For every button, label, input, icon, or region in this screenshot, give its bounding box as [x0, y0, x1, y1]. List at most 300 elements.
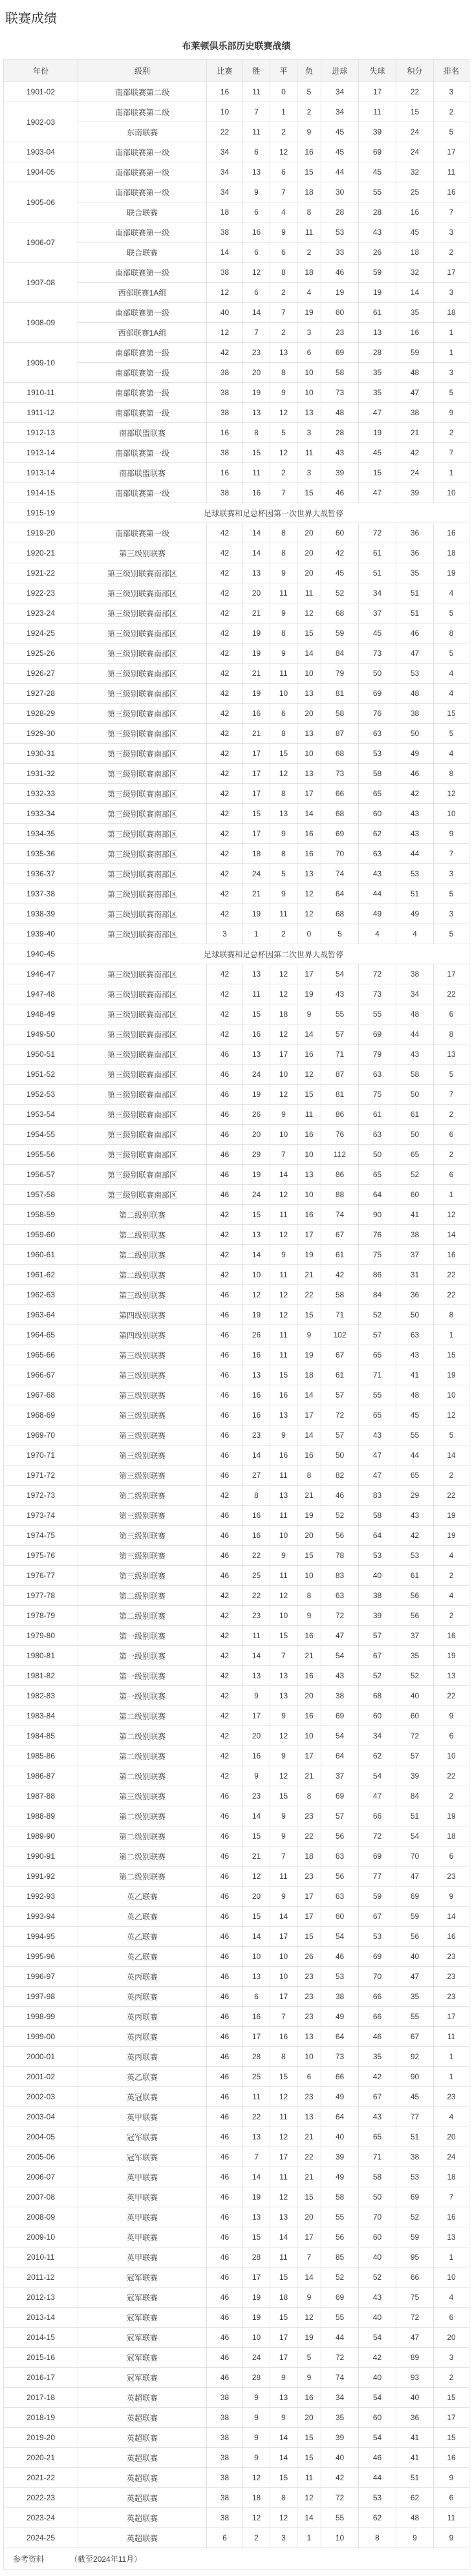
stat-cell-position: 1: [434, 323, 469, 343]
table-row: [4, 2147, 469, 2167]
stat-cell-goals-for: 19: [321, 283, 359, 303]
stat-cell-drawn: 12: [270, 1766, 297, 1786]
stat-cell-played: 16: [207, 82, 243, 102]
stat-cell-points: 56: [396, 1927, 434, 1947]
stat-cell-points: 61: [396, 1105, 434, 1125]
year-cell: 1955-56: [4, 1145, 78, 1165]
stat-cell-goals-against: 61: [359, 1105, 396, 1125]
stat-cell-points: 63: [396, 1325, 434, 1345]
stat-cell-lost: 9: [297, 1606, 321, 1626]
stat-cell-points: 24: [396, 142, 434, 162]
year-cell: 1997-98: [4, 1987, 78, 2007]
stat-cell-points: 42: [396, 1526, 434, 1546]
stat-cell-drawn: 12: [270, 1305, 297, 1325]
stat-cell-played: 42: [207, 1666, 243, 1686]
stat-cell-won: 19: [243, 2187, 270, 2207]
year-cell: 2015-16: [4, 2348, 78, 2368]
stat-cell-goals-against: 57: [359, 1626, 396, 1646]
stat-cell-won: 13: [243, 964, 270, 984]
stat-cell-drawn: 15: [270, 2308, 297, 2328]
stat-cell-won: 6: [243, 202, 270, 222]
stat-cell-position: 9: [434, 1706, 469, 1726]
stat-cell-position: 16: [434, 1927, 469, 1947]
stat-cell-goals-against: 55: [359, 1004, 396, 1024]
stat-cell-won: 20: [243, 363, 270, 383]
league-cell: 英丙联赛: [78, 2047, 207, 2067]
stat-cell-goals-for: 112: [321, 1145, 359, 1165]
stat-cell-drawn: 9: [270, 383, 297, 403]
stat-cell-position: 19: [434, 1506, 469, 1526]
stat-cell-goals-for: 53: [321, 1967, 359, 1987]
stat-cell-drawn: 11: [270, 1325, 297, 1345]
stat-cell-drawn: 14: [270, 2448, 297, 2468]
stat-cell-position: 14: [434, 1907, 469, 1927]
stat-cell-drawn: 8: [270, 623, 297, 644]
stat-cell-drawn: 12: [270, 2508, 297, 2528]
stat-cell-played: 46: [207, 2288, 243, 2308]
stat-cell-drawn: 13: [270, 2207, 297, 2227]
stat-cell-won: 21: [243, 884, 270, 904]
stat-cell-points: 44: [396, 1445, 434, 1466]
table-header-row: [4, 60, 469, 82]
stat-cell-won: 19: [243, 904, 270, 924]
stat-cell-position: 5: [434, 122, 469, 142]
season-note-cell: 足球联赛和足总杯因第一次世界大战暂停: [78, 503, 469, 523]
stat-cell-points: 62: [396, 2488, 434, 2508]
stat-cell-goals-for: 42: [321, 2468, 359, 2488]
stat-cell-played: 38: [207, 263, 243, 283]
stat-cell-goals-against: 40: [359, 2247, 396, 2268]
league-cell: 南部联赛第一级: [78, 182, 207, 202]
stat-cell-drawn: 8: [270, 844, 297, 864]
league-cell: 第二级别联赛: [78, 1746, 207, 1766]
stat-cell-drawn: 7: [270, 1846, 297, 1867]
stat-cell-drawn: 12: [270, 142, 297, 162]
stat-cell-lost: 21: [297, 2167, 321, 2187]
league-cell: 英甲联赛: [78, 2167, 207, 2187]
stat-cell-goals-for: 55: [321, 2508, 359, 2528]
league-cell: 第三级别联赛: [78, 1566, 207, 1586]
stat-cell-drawn: 11: [270, 2167, 297, 2187]
stat-cell-drawn: 10: [270, 1606, 297, 1626]
table-row: [4, 2167, 469, 2187]
league-cell: 第三级别联赛南部区: [78, 784, 207, 804]
stat-cell-goals-against: 47: [359, 403, 396, 423]
stat-cell-won: 16: [243, 1345, 270, 1365]
stat-cell-drawn: 10: [270, 1967, 297, 1987]
stat-cell-goals-for: 69: [321, 2288, 359, 2308]
stat-cell-drawn: 8: [270, 523, 297, 543]
stat-cell-won: 19: [243, 684, 270, 704]
stat-cell-won: 16: [243, 1746, 270, 1766]
stat-cell-goals-for: 68: [321, 804, 359, 824]
year-cell: 1922-23: [4, 583, 78, 603]
stat-cell-goals-against: 63: [359, 844, 396, 864]
stat-cell-position: 16: [434, 182, 469, 202]
stat-cell-position: 3: [434, 2348, 469, 2368]
stat-cell-goals-for: 68: [321, 603, 359, 623]
stat-cell-position: 4: [434, 2288, 469, 2308]
stat-cell-lost: 6: [297, 343, 321, 363]
table-row: [4, 1004, 469, 1024]
stat-cell-goals-for: 61: [321, 1365, 359, 1385]
stat-cell-won: 10: [243, 2328, 270, 2348]
stat-cell-position: 10: [434, 804, 469, 824]
stat-cell-drawn: 9: [270, 884, 297, 904]
stat-cell-position: 3: [434, 363, 469, 383]
stat-cell-won: 17: [243, 764, 270, 784]
stat-cell-lost: 3: [297, 423, 321, 443]
stat-cell-points: 35: [396, 303, 434, 323]
stat-cell-won: 22: [243, 1586, 270, 1606]
stat-cell-goals-for: 59: [321, 623, 359, 644]
year-cell: 1928-29: [4, 704, 78, 724]
league-cell: 第三级别联赛南部区: [78, 744, 207, 764]
stat-cell-played: 46: [207, 1506, 243, 1526]
year-cell: 2014-15: [4, 2328, 78, 2348]
table-row: [4, 1526, 469, 1546]
stat-cell-won: 11: [243, 82, 270, 102]
year-cell: 1968-69: [4, 1405, 78, 1425]
year-cell: 1930-31: [4, 744, 78, 764]
stat-cell-points: 40: [396, 2388, 434, 2408]
stat-cell-goals-against: 54: [359, 2428, 396, 2448]
stat-cell-won: 19: [243, 2288, 270, 2308]
stat-cell-position: 23: [434, 1947, 469, 1967]
league-cell: 南部联赛第一级: [78, 263, 207, 283]
stat-cell-drawn: 11: [270, 1205, 297, 1225]
stat-cell-goals-against: 69: [359, 1846, 396, 1867]
stat-cell-drawn: 9: [270, 1425, 297, 1445]
stat-cell-won: 13: [243, 162, 270, 182]
stat-cell-goals-for: 85: [321, 2247, 359, 2268]
league-cell: 第二级别联赛: [78, 1245, 207, 1265]
year-cell: 1969-70: [4, 1425, 78, 1445]
stat-cell-won: 17: [243, 2268, 270, 2288]
stat-cell-drawn: 12: [270, 764, 297, 784]
year-cell: 1982-83: [4, 1686, 78, 1706]
year-cell: 1946-47: [4, 964, 78, 984]
league-cell: 南部联盟联赛: [78, 423, 207, 443]
year-cell: 1936-37: [4, 864, 78, 884]
league-cell: 英丙联赛: [78, 2007, 207, 2027]
stat-cell-lost: 18: [297, 1365, 321, 1385]
year-cell: 1978-79: [4, 1606, 78, 1626]
stat-cell-drawn: 15: [270, 2067, 297, 2087]
stat-cell-points: 60: [396, 1185, 434, 1205]
stat-cell-position: 13: [434, 2227, 469, 2247]
year-cell: 1932-33: [4, 784, 78, 804]
stat-cell-goals-for: 78: [321, 1546, 359, 1566]
year-cell: 1926-27: [4, 664, 78, 684]
stat-cell-goals-for: 30: [321, 182, 359, 202]
stat-cell-points: 55: [396, 2007, 434, 2027]
stat-cell-position: 2: [434, 243, 469, 263]
stat-cell-played: 42: [207, 623, 243, 644]
stat-cell-goals-for: 74: [321, 1205, 359, 1225]
column-header: 失球: [359, 60, 396, 82]
stat-cell-played: 3: [207, 924, 243, 944]
stat-cell-goals-against: 65: [359, 2127, 396, 2147]
stat-cell-points: 56: [396, 1586, 434, 1606]
stat-cell-points: 48: [396, 1004, 434, 1024]
stat-cell-goals-against: 59: [359, 1887, 396, 1907]
stat-cell-lost: 20: [297, 543, 321, 563]
stat-cell-goals-for: 63: [321, 1586, 359, 1606]
table-row: [4, 583, 469, 603]
stat-cell-played: 42: [207, 804, 243, 824]
table-row: [4, 1806, 469, 1826]
year-cell: 1993-94: [4, 1907, 78, 1927]
league-cell: 第三级别联赛: [78, 1365, 207, 1385]
stat-cell-position: 23: [434, 1867, 469, 1887]
stat-cell-played: 46: [207, 2047, 243, 2067]
stat-cell-position: 7: [434, 443, 469, 463]
year-cell: 1939-40: [4, 924, 78, 944]
table-row: [4, 904, 469, 924]
stat-cell-played: 38: [207, 2408, 243, 2428]
stat-cell-goals-for: 43: [321, 984, 359, 1004]
table-row: [4, 1425, 469, 1445]
stat-cell-position: 20: [434, 2328, 469, 2348]
stat-cell-goals-for: 64: [321, 1746, 359, 1766]
stat-cell-lost: 20: [297, 1526, 321, 1546]
stat-cell-goals-against: 43: [359, 2107, 396, 2127]
stat-cell-drawn: 14: [270, 1165, 297, 1185]
stat-cell-goals-for: 50: [321, 1445, 359, 1466]
year-cell: 2022-23: [4, 2488, 78, 2508]
stat-cell-goals-for: 34: [321, 82, 359, 102]
stat-cell-position: 12: [434, 784, 469, 804]
table-row: [4, 1666, 469, 1686]
stat-cell-position: 19: [434, 1365, 469, 1385]
stat-cell-position: 5: [434, 884, 469, 904]
table-row: [4, 2107, 469, 2127]
stat-cell-goals-against: 65: [359, 1165, 396, 1185]
stat-cell-goals-against: 66: [359, 2007, 396, 2027]
stat-cell-played: 42: [207, 884, 243, 904]
stat-cell-lost: 8: [297, 1586, 321, 1606]
stat-cell-drawn: 7: [270, 303, 297, 323]
stat-cell-won: 13: [243, 563, 270, 583]
stat-cell-drawn: 18: [270, 1004, 297, 1024]
league-cell: 南部联赛第一级: [78, 303, 207, 323]
stat-cell-played: 46: [207, 1365, 243, 1385]
stat-cell-lost: 10: [297, 363, 321, 383]
stat-cell-goals-against: 4: [359, 924, 396, 944]
stat-cell-position: 22: [434, 984, 469, 1004]
table-row: [4, 1726, 469, 1746]
stat-cell-played: 46: [207, 1165, 243, 1185]
stat-cell-points: 24: [396, 463, 434, 483]
stat-cell-lost: 13: [297, 764, 321, 784]
stat-cell-drawn: 11: [270, 1345, 297, 1365]
stat-cell-played: 38: [207, 2428, 243, 2448]
stat-cell-played: 46: [207, 1305, 243, 1325]
stat-cell-drawn: 9: [270, 1105, 297, 1125]
stat-cell-goals-against: 35: [359, 2047, 396, 2067]
year-cell: 1977-78: [4, 1586, 78, 1606]
stat-cell-won: 19: [243, 623, 270, 644]
year-cell: 1903-04: [4, 142, 78, 162]
league-cell: 第三级别联赛: [78, 1526, 207, 1546]
league-cell: 南部联赛第一级: [78, 343, 207, 363]
stat-cell-points: 53: [396, 664, 434, 684]
year-cell: 1952-53: [4, 1085, 78, 1105]
stat-cell-won: 6: [243, 1987, 270, 2007]
stat-cell-won: 15: [243, 1907, 270, 1927]
stat-cell-played: 42: [207, 603, 243, 623]
stat-cell-won: 24: [243, 1185, 270, 1205]
stat-cell-points: 60: [396, 1706, 434, 1726]
stat-cell-lost: 9: [297, 2288, 321, 2308]
stat-cell-position: 23: [434, 1987, 469, 2007]
league-cell: 南部联赛第一级: [78, 383, 207, 403]
stat-cell-position: 7: [434, 2187, 469, 2207]
stat-cell-won: 15: [243, 804, 270, 824]
year-cell: 1984-85: [4, 1726, 78, 1746]
stat-cell-goals-against: 46: [359, 2448, 396, 2468]
stat-cell-played: 46: [207, 2187, 243, 2207]
stat-cell-drawn: 12: [270, 1185, 297, 1205]
table-row: [4, 1365, 469, 1385]
stat-cell-played: 46: [207, 1285, 243, 1305]
stat-cell-position: 12: [434, 1205, 469, 1225]
stat-cell-goals-against: 62: [359, 2508, 396, 2528]
stat-cell-goals-against: 65: [359, 1405, 396, 1425]
stat-cell-goals-for: 56: [321, 2227, 359, 2247]
table-row: [4, 1486, 469, 1506]
stat-cell-drawn: 2: [270, 122, 297, 142]
table-row: [4, 403, 469, 423]
stat-cell-drawn: 9: [270, 222, 297, 243]
stat-cell-goals-for: 49: [321, 2007, 359, 2027]
stat-cell-goals-for: 42: [321, 1265, 359, 1285]
stat-cell-goals-for: 46: [321, 1486, 359, 1506]
stat-cell-goals-for: 74: [321, 2368, 359, 2388]
stat-cell-goals-for: 52: [321, 1506, 359, 1526]
stat-cell-position: 2: [434, 1606, 469, 1626]
stat-cell-lost: 16: [297, 1205, 321, 1225]
stat-cell-lost: 8: [297, 1466, 321, 1486]
stat-cell-drawn: 11: [270, 904, 297, 924]
stat-cell-lost: 9: [297, 122, 321, 142]
year-cell: 1924-25: [4, 623, 78, 644]
stat-cell-played: 46: [207, 1867, 243, 1887]
league-cell: 南部联赛第一级: [78, 523, 207, 543]
stat-cell-drawn: 11: [270, 1265, 297, 1285]
stat-cell-points: 48: [396, 2508, 434, 2528]
table-row: [4, 1325, 469, 1345]
league-cell: 第四级别联赛: [78, 1305, 207, 1325]
stat-cell-points: 57: [396, 1746, 434, 1766]
year-cell: 1938-39: [4, 904, 78, 924]
stat-cell-drawn: 5: [270, 864, 297, 884]
stat-cell-goals-for: 84: [321, 644, 359, 664]
stat-cell-points: 48: [396, 684, 434, 704]
stat-cell-goals-for: 67: [321, 1225, 359, 1245]
stat-cell-played: 16: [207, 463, 243, 483]
stat-cell-position: 6: [434, 1846, 469, 1867]
year-cell: 2011-12: [4, 2268, 78, 2288]
table-row: [4, 1867, 469, 1887]
stat-cell-goals-against: 53: [359, 2488, 396, 2508]
references-cell: [4, 2548, 469, 2570]
stat-cell-won: 13: [243, 2207, 270, 2227]
stat-cell-goals-against: 86: [359, 1265, 396, 1285]
year-cell: 1963-64: [4, 1305, 78, 1325]
stat-cell-goals-for: 28: [321, 423, 359, 443]
league-cell: 第一级别联赛: [78, 1686, 207, 1706]
stat-cell-played: 46: [207, 2227, 243, 2247]
stat-cell-goals-against: 61: [359, 303, 396, 323]
stat-cell-position: 11: [434, 2027, 469, 2047]
stat-cell-goals-for: 67: [321, 1345, 359, 1365]
stat-cell-lost: 23: [297, 1987, 321, 2007]
stat-cell-won: 24: [243, 864, 270, 884]
stat-cell-played: 42: [207, 704, 243, 724]
stat-cell-lost: 6: [297, 2067, 321, 2087]
table-row: [4, 1205, 469, 1225]
stat-cell-points: 43: [396, 1506, 434, 1526]
stat-cell-points: 47: [396, 644, 434, 664]
league-cell: 第二级别联赛: [78, 1826, 207, 1846]
table-row: [4, 764, 469, 784]
stat-cell-won: 22: [243, 1546, 270, 1566]
table-row: [4, 1225, 469, 1245]
stat-cell-won: 6: [243, 243, 270, 263]
table-row: [4, 2528, 469, 2548]
stat-cell-points: 38: [396, 704, 434, 724]
stat-cell-won: 11: [243, 463, 270, 483]
stat-cell-played: 42: [207, 644, 243, 664]
stat-cell-goals-for: 87: [321, 1065, 359, 1085]
stat-cell-drawn: 12: [270, 1285, 297, 1305]
year-cell: 1913-14: [4, 463, 78, 483]
stat-cell-won: 6: [243, 283, 270, 303]
stat-cell-drawn: 11: [270, 664, 297, 684]
stat-cell-played: 46: [207, 1546, 243, 1566]
league-cell: 英乙联赛: [78, 1887, 207, 1907]
stat-cell-won: 15: [243, 1004, 270, 1024]
stat-cell-goals-for: 64: [321, 2107, 359, 2127]
stat-cell-goals-against: 70: [359, 2207, 396, 2227]
stat-cell-played: 42: [207, 1265, 243, 1285]
references-label: 参考资料: [13, 2554, 45, 2564]
stat-cell-goals-against: 53: [359, 1927, 396, 1947]
stat-cell-goals-against: 63: [359, 724, 396, 744]
stat-cell-played: 46: [207, 1044, 243, 1065]
stat-cell-won: 13: [243, 2127, 270, 2147]
stat-cell-lost: 9: [297, 1004, 321, 1024]
league-cell: 联合联赛: [78, 243, 207, 263]
year-cell: 1919-20: [4, 523, 78, 543]
stat-cell-won: 20: [243, 1726, 270, 1746]
stat-cell-goals-against: 60: [359, 2408, 396, 2428]
stat-cell-lost: 5: [297, 82, 321, 102]
stat-cell-goals-for: 40: [321, 2448, 359, 2468]
stat-cell-goals-for: 69: [321, 343, 359, 363]
table-row: [4, 2448, 469, 2468]
stat-cell-played: 46: [207, 1425, 243, 1445]
stat-cell-won: 13: [243, 1225, 270, 1245]
stat-cell-drawn: 2: [270, 463, 297, 483]
stat-cell-goals-for: 60: [321, 1907, 359, 1927]
stat-cell-won: 23: [243, 343, 270, 363]
stat-cell-goals-for: 71: [321, 1044, 359, 1065]
table-row: [4, 2047, 469, 2067]
stat-cell-drawn: 11: [270, 2247, 297, 2268]
